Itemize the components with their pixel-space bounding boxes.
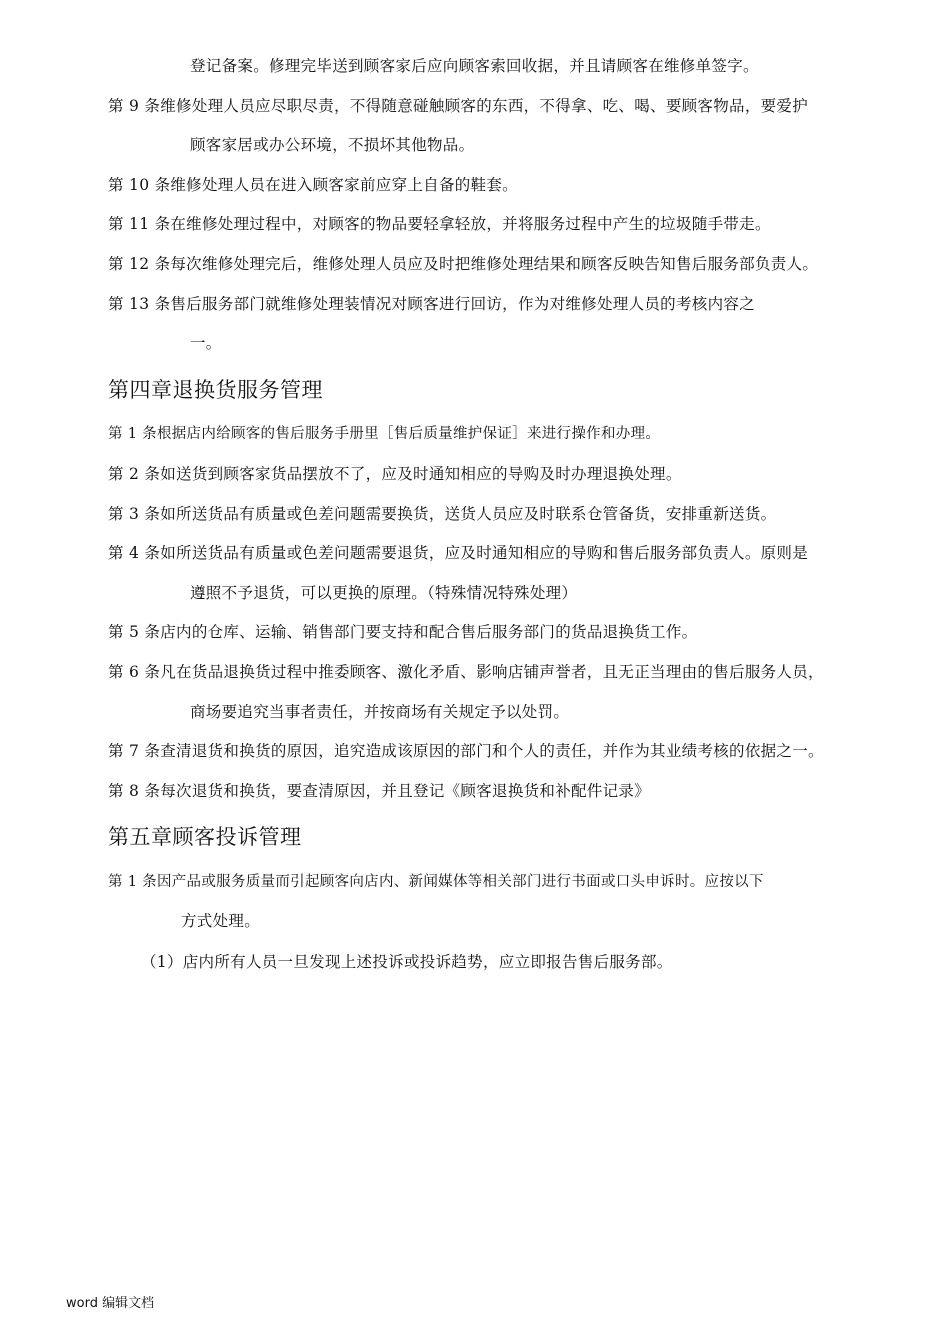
article-13: 第 13 条售后服务部门就维修处理装情况对顾客进行回访，作为对维修处理人员的考核内容之 — [108, 295, 755, 313]
chapter-4-article-8: 第 8 条每次退货和换货，要查清原因，并且登记《顾客退换货和补配件记录》 — [108, 782, 651, 800]
chapter-4-article-7: 第 7 条查清退货和换货的原因，追究造成该原因的部门和个人的责任，并作为其业绩考核的依据之一。 — [108, 742, 824, 760]
chapter-4-article-3: 第 3 条如所送货品有质量或色差问题需要换货，送货人员应及时联系仓管备货，安排重新送货。 — [108, 505, 777, 523]
article-10: 第 10 条维修处理人员在进入顾客家前应穿上自备的鞋套。 — [108, 176, 518, 194]
article-12: 第 12 条每次维修处理完后，维修处理人员应及时把维修处理结果和顾客反映告知售后服务部负责人。 — [108, 255, 819, 273]
paragraph-line: 商场要追究当事者责任，并按商场有关规定予以处罚。 — [190, 703, 570, 721]
chapter-4-article-2: 第 2 条如送货到顾客家货品摆放不了，应及时通知相应的导购及时办理退换处理。 — [108, 465, 682, 483]
article-9: 第 9 条维修处理人员应尽职尽责，不得随意碰触顾客的东西，不得拿、吃、喝、要顾客物品，要爱护 — [108, 97, 809, 115]
paragraph-line: 登记备案。修理完毕送到顾客家后应向顾客索回收据，并且请顾客在维修单签字。 — [190, 57, 759, 75]
chapter-4-article-6: 第 6 条凡在货品退换货过程中推委顾客、激化矛盾、影响店铺声誉者，且无正当理由的售后服务人员， — [108, 663, 824, 681]
chapter-5-article-1: 第 1 条因产品或服务质量而引起顾客向店内、新闻媒体等相关部门进行书面或口头申诉时。应按以下 — [108, 874, 764, 890]
chapter-4-article-1: 第 1 条根据店内给顾客的售后服务手册里［售后质量维护保证］来进行操作和办理。 — [108, 426, 661, 442]
chapter-4-heading: 第四章退换货服务管理 — [108, 378, 323, 402]
paragraph-line: 遵照不予退货，可以更换的原理。（特殊情况特殊处理） — [190, 584, 578, 602]
paragraph-line: 顾客家居或办公环境，不损坏其他物品。 — [190, 136, 475, 154]
paragraph-line: 一。 — [190, 334, 222, 352]
footer-label: word 编辑文档 — [66, 1296, 155, 1311]
chapter-4-article-4: 第 4 条如所送货品有质量或色差问题需要退货，应及时通知相应的导购和售后服务部负责人。原则是 — [108, 544, 809, 562]
article-11: 第 11 条在维修处理过程中，对顾客的物品要轻拿轻放，并将服务过程中产生的垃圾随手带走。 — [108, 215, 771, 233]
paragraph-line: 方式处理。 — [181, 912, 261, 930]
chapter-5-heading: 第五章顾客投诉管理 — [108, 825, 302, 849]
list-item: （1）店内所有人员一旦发现上述投诉或投诉趋势，应立即报告售后服务部。 — [141, 953, 673, 971]
chapter-4-article-5: 第 5 条店内的仓库、运输、销售部门要支持和配合售后服务部门的货品退换货工作。 — [108, 623, 698, 641]
